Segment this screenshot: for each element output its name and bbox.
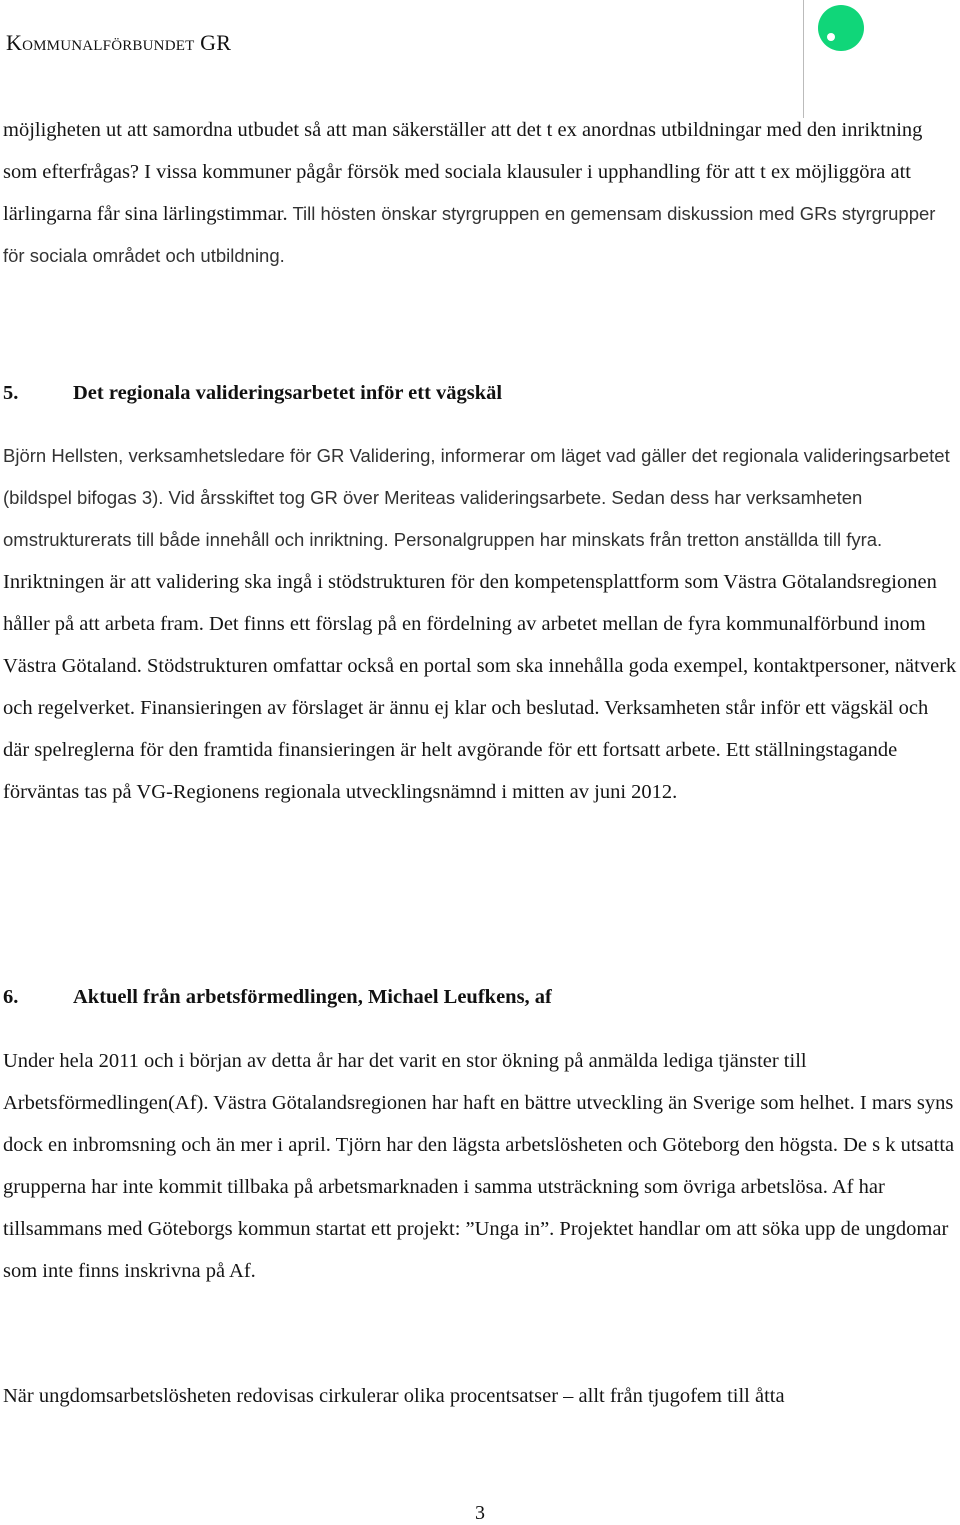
organization-name: Kommunalförbundet GR — [6, 30, 232, 55]
continuation-text-sans: Till hösten önskar styrgruppen en gemensam diskussion med GRs styrgrupper för sociala området och utbildning. — [3, 203, 936, 266]
section-6-paragraph-2: När ungdomsarbetslösheten redovisas cirkulerar olika procentsatser – allt från tjugofem till åtta — [3, 1385, 785, 1407]
section-6-heading — [3, 986, 552, 1009]
section-6-number: 6. — [3, 986, 19, 1008]
logo-dot — [827, 33, 835, 41]
continuation-text-serif: möjligheten ut att samordna utbudet så att man säkerställer att det t ex anordnas utbildningar med den inriktning som efterfrågas? I vissa kommuner pågår försök med sociala klausuler i upphandling för att t ex möjliggöra att lärlingarna får sina lärlingstimmar. — [3, 119, 923, 225]
section-5-text-serif: Inriktningen är att validering ska ingå i stödstrukturen för den kompetensplattform som Västra Götalandsregionen håller på att arbeta fram. Det finns ett förslag på en fördelning av arbetet mellan de fyra kommunalförbund inom Västra Götaland. Stödstrukturen omfattar också en portal som ska innehålla goda exempel, kontaktpersoner, nätverk och regelverket. Finansieringen av förslaget är ännu ej klar och beslutad. Verksamheten står inför ett vägskäl och där spelreglerna för den framtida finansieringen är helt avgörande för ett fortsatt arbete. Ett ställningstagande förväntas tas på VG-Regionens regionala utvecklingsnämnd i mitten av juni 2012. — [3, 571, 957, 803]
continuation-paragraph — [3, 109, 957, 277]
section-5-text-sans: Björn Hellsten, verksamhetsledare för GR Validering, informerar om läget vad gäller det regionala valideringsarbetet (bildspel bifogas 3). Vid årsskiftet tog GR över Meriteas valideringsarbete. Sedan dess har verksamheten omstrukturerats till både innehåll och inriktning. Personalgruppen har minskats från tretton anställda till fyra. — [3, 445, 950, 550]
header-divider — [803, 0, 804, 118]
gr-logo-icon — [818, 5, 864, 51]
section-5-heading — [3, 382, 502, 405]
section-5-title: Det regionala valideringsarbetet inför ett vägskäl — [73, 382, 503, 404]
section-5-number: 5. — [3, 382, 19, 404]
section-6-paragraph-1: Under hela 2011 och i början av detta år har det varit en stor ökning på anmälda lediga tjänster till Arbetsförmedlingen(Af). Västra Götalandsregionen har haft en bättre utveckling än Sverige som helhet. I mars syns dock en inbromsning och än mer i april. Tjörn har den lägsta arbetslösheten och Göteborg den högsta. De s k utsatta grupperna har inte kommit tillbaka på arbetsmarknaden i samma utsträckning som övriga arbetslösa. Af har tillsammans med Göteborgs kommun startat ett projekt: ”Unga in”. Projektet handlar om att söka upp de ungdomar som inte finns inskrivna på Af. — [3, 1050, 955, 1282]
section-5-paragraph — [3, 435, 957, 813]
page-number: 3 — [475, 1502, 485, 1524]
section-6-title: Aktuell från arbetsförmedlingen, Michael Leufkens, af — [73, 986, 552, 1008]
